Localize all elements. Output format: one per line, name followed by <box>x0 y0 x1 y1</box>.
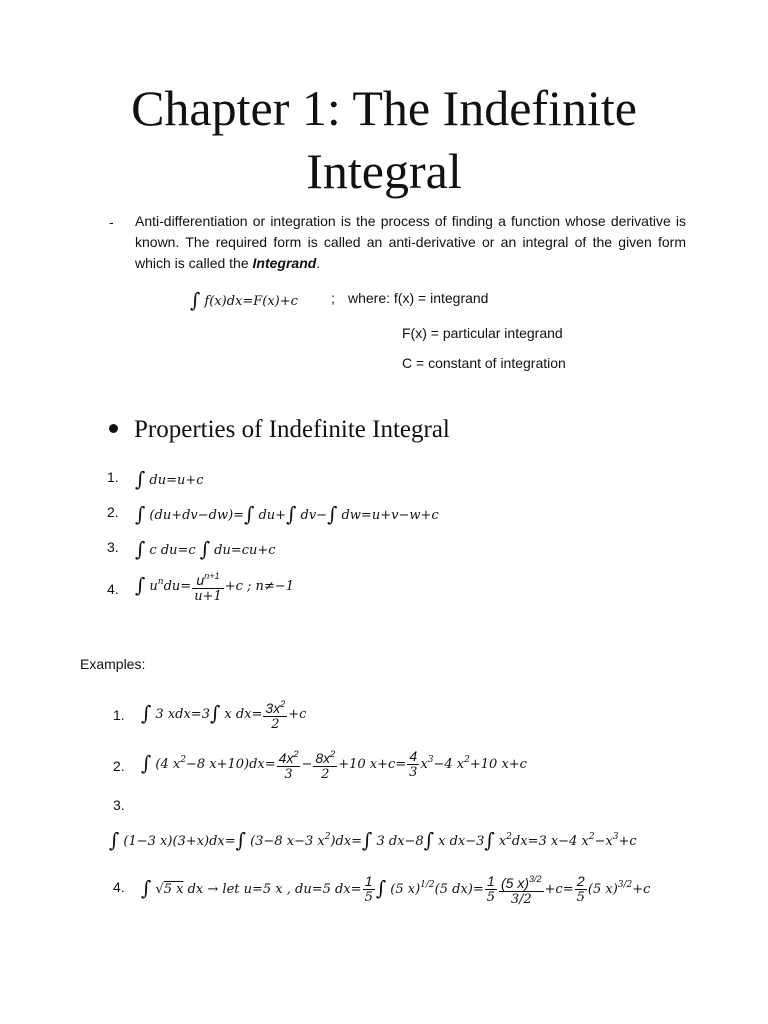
definition-where-2: F(x) = particular integrand <box>402 325 563 341</box>
example-formula: ∫ (4 $x^2-8$ x+10)dx= $\frac{4x^2}{3}$ − $\frac{8x^2}{2}$ +10 x+c= $\frac{4}{3}$ $x^3-4$ $x^2+10$ x+c <box>141 748 527 782</box>
property-formula: ∫ du=u+c <box>135 467 204 491</box>
example-formula: ∫ √5 x dx → let u=5 x , du=5 dx= $\frac{1}{5}$ ∫ (5 x)$^{1/2}$(5 dx)= $\frac{1}{5}$ $\frac{(5 x)^{3/2}}{3/2}$ +c= $\frac{2}{5}$ (5 x)$^{3/2}$+c <box>141 873 651 907</box>
property-formula: ∫ $u^ndu=$ $\frac{u^{n+1}}{u+1}$ +c ; n≠−1 <box>135 568 294 605</box>
bullet-icon <box>109 424 118 433</box>
chapter-title-line-2: Integral <box>306 143 462 199</box>
property-number: 1. <box>107 469 119 485</box>
intro-paragraph <box>135 211 686 274</box>
intro-bold-word: Integrand <box>252 255 317 271</box>
property-formula: ∫ c du=c ∫ du=cu+c <box>135 537 276 561</box>
property-formula: ∫ (du+dv−dw)=∫ du+∫ dv−∫ dw=u+v−w+c <box>135 502 439 526</box>
intro-text: Anti-differentiation or integration is the process of finding a function whose derivative is known. The required form is called an anti-derivative or an integral of the given form which is called the <box>135 213 686 271</box>
intro-text-end: . <box>316 255 321 271</box>
definition-where-3: C = constant of integration <box>402 355 566 371</box>
definition-where-1: where: f(x) = integrand <box>348 290 489 306</box>
example-formula: ∫ 3 xdx=3∫ x dx= $\frac{3x^2}{2}$ +c <box>141 696 306 733</box>
property-number: 3. <box>107 539 119 555</box>
properties-heading: Properties of Indefinite Integral <box>109 416 450 444</box>
property-number: 4. <box>107 581 119 597</box>
example-number: 3. <box>113 797 125 813</box>
definition-formula: ∫ f(x)dx=F(x)+c <box>190 288 298 312</box>
property-number: 2. <box>107 504 119 520</box>
definition-separator: ; <box>331 290 335 306</box>
examples-label: Examples: <box>80 656 146 672</box>
example-number: 4. <box>113 879 125 895</box>
example-number: 2. <box>113 758 125 774</box>
intro-dash: - <box>109 214 114 230</box>
example-formula: ∫ (1−3 x)(3+x)dx=∫ (3−8 x−3 $x^2)dx=\int$ 3 dx−8∫ x dx−3∫ $x^2dx=3$ x−4 $x^2-x^3+c$ <box>109 828 637 852</box>
example-number: 1. <box>113 707 125 723</box>
chapter-title-line-1: Chapter 1: The Indefinite <box>131 80 637 136</box>
